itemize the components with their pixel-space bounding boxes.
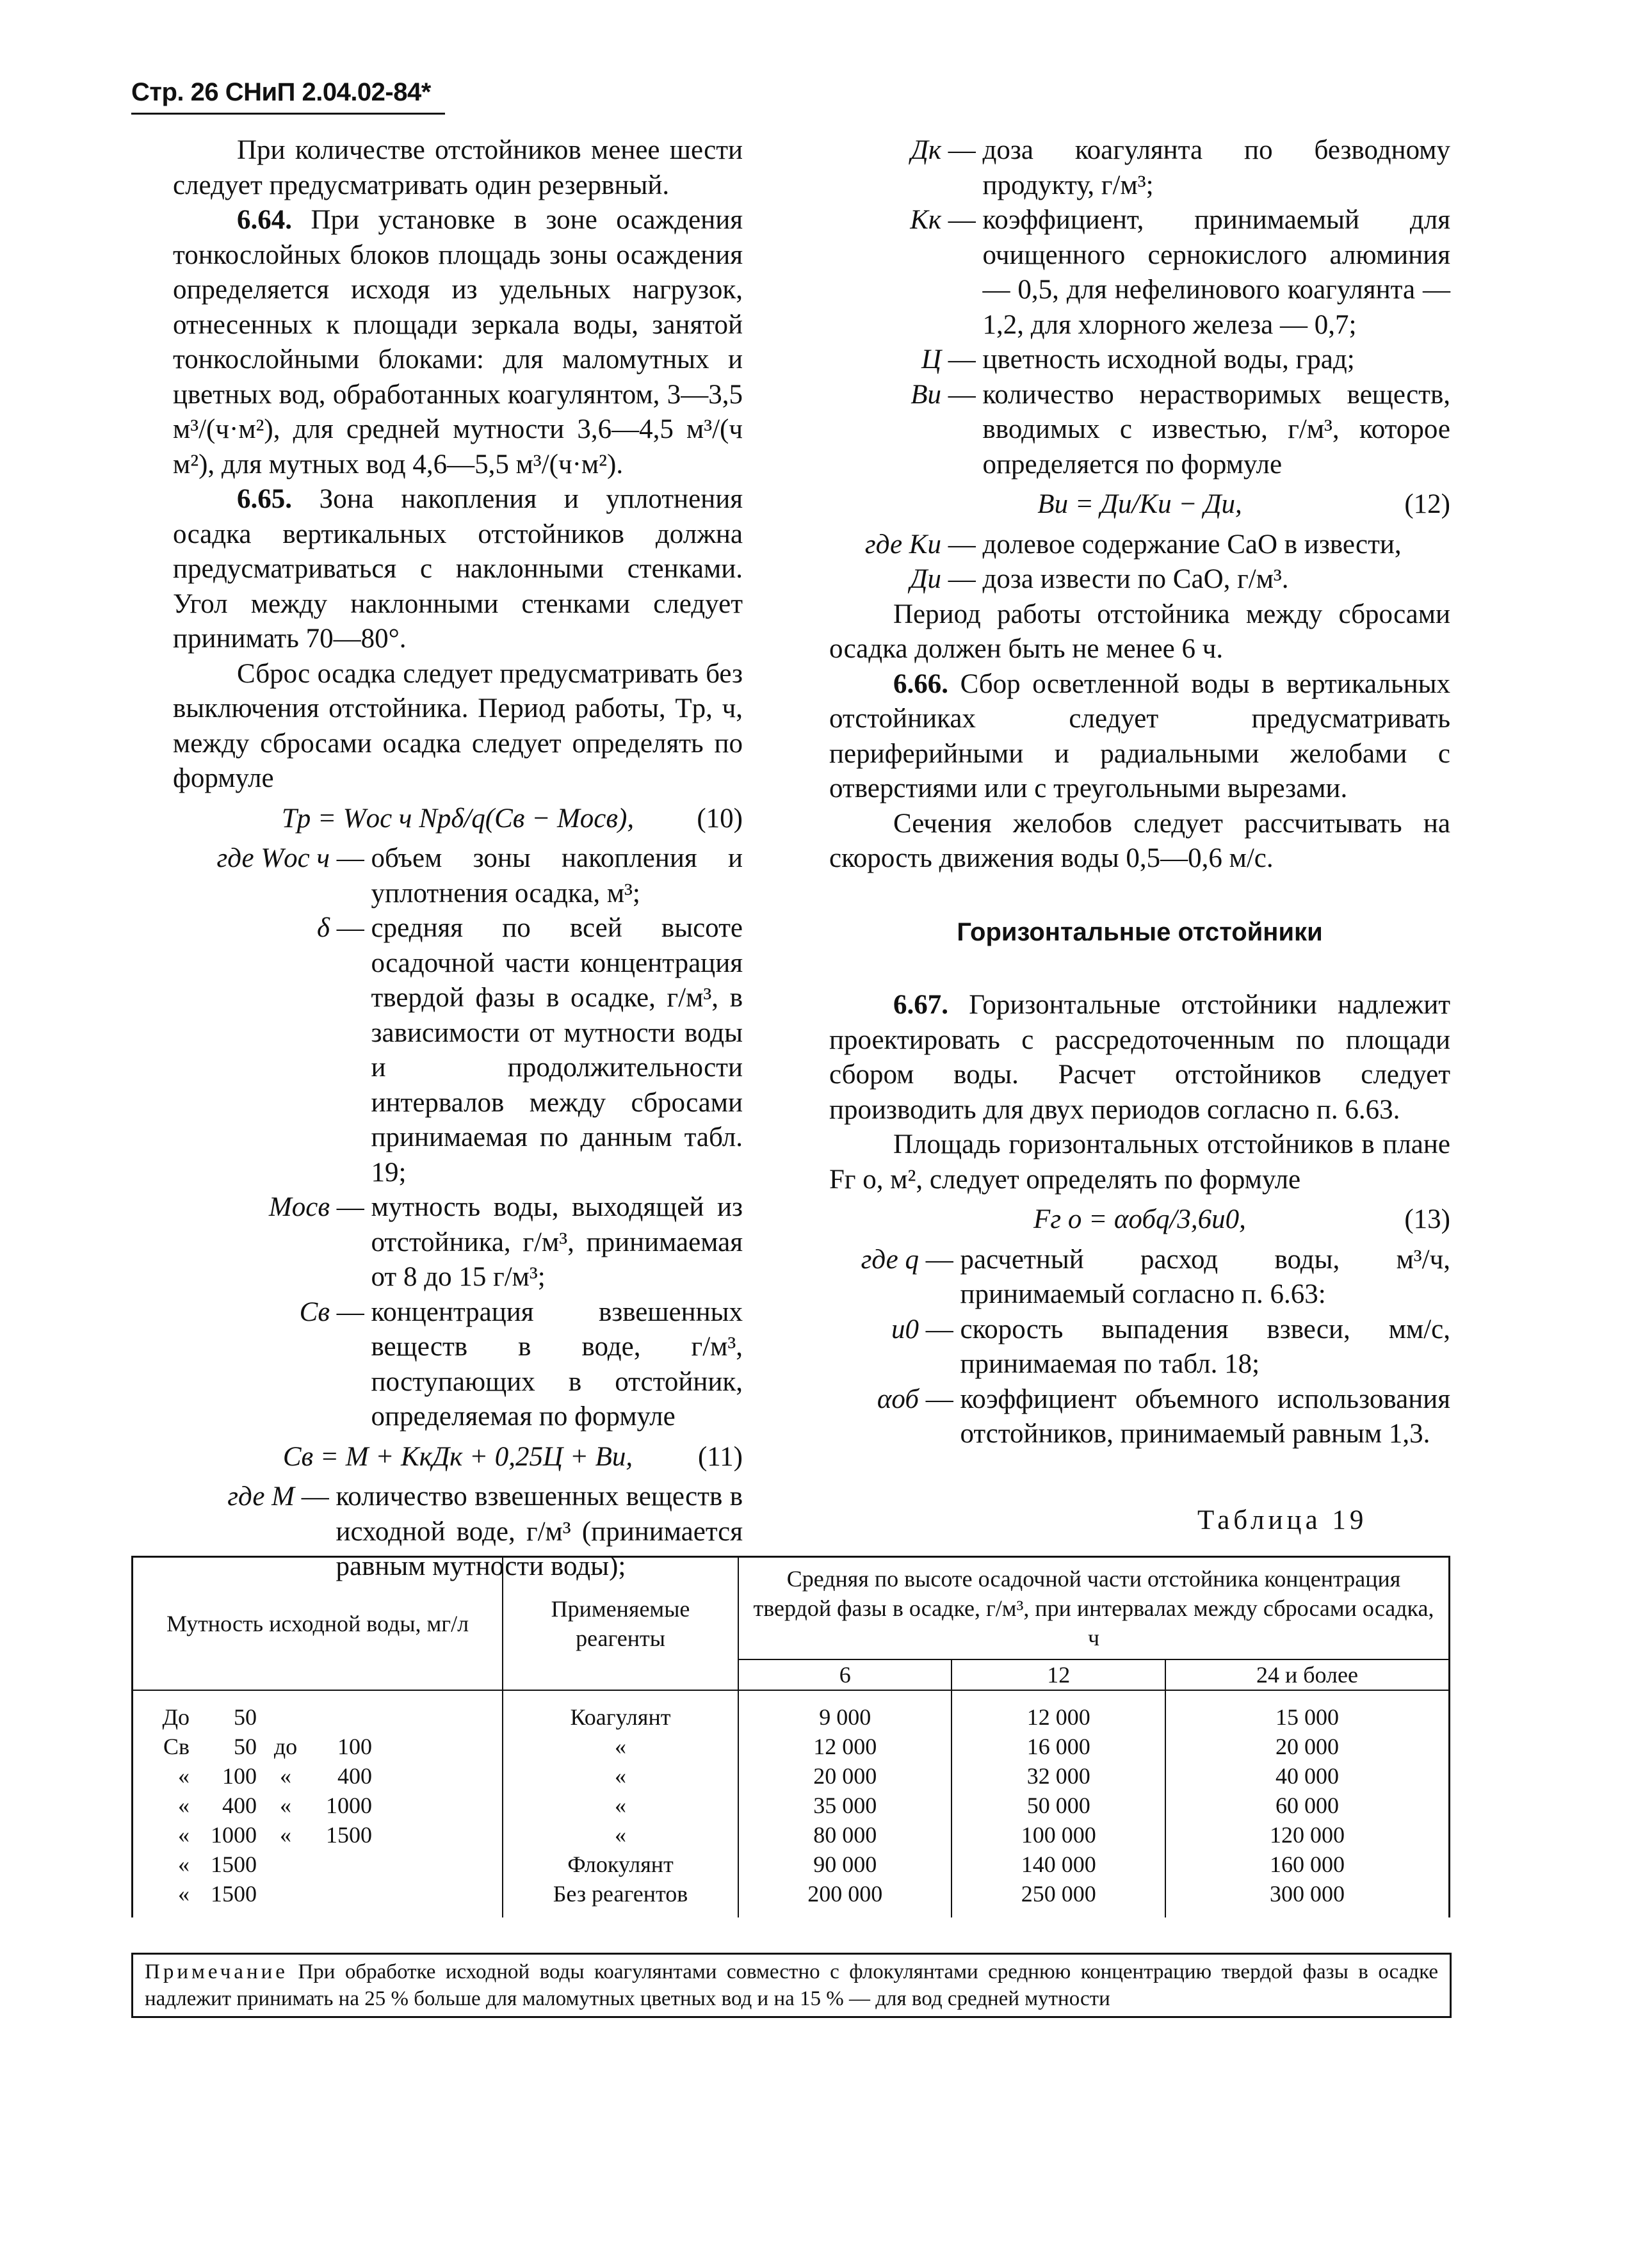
- dash: —: [941, 344, 983, 375]
- dash: —: [295, 1481, 336, 1512]
- cell-turbidity: [133, 1761, 503, 1791]
- definition-q: [829, 1243, 1450, 1312]
- paragraph-6-67: [829, 988, 1450, 1127]
- definition-w: [173, 841, 743, 911]
- header-24: 24 и более: [1165, 1659, 1450, 1690]
- cell-turbidity-to: 1000: [326, 1793, 372, 1818]
- definition-u0: [829, 1312, 1450, 1382]
- note-text: При обработке исходной воды коагулянтами совместно с флокулянтами среднюю концентрацию твердой фазы в осадке надлежит принимать на 25 % больше для маломутных цветных вод и на 15 % — для вод средней мутности: [145, 1960, 1438, 2010]
- cell-turbidity: [133, 1690, 503, 1732]
- formula-text: Tр = Wос ч Nрδ/q(Cв − Mосв),: [281, 803, 635, 834]
- cell-turbidity-from-word: Св: [163, 1734, 190, 1759]
- paragraph-sludge-discharge: Сброс осадка следует предусматривать без выключения отстойника. Период работы, Tр, ч, между сбросами осадка следует определять по формуле: [173, 658, 743, 793]
- definition-text: скорость выпадения взвеси, мм/с, принимаемая по табл. 18;: [960, 1314, 1450, 1379]
- table-caption: Таблица 19: [1197, 1505, 1368, 1535]
- cell-value-6: 9 000: [738, 1690, 952, 1732]
- definition-text: коэффициент, принимаемый для очищенного сернокислого алюминия — 0,5, для нефелинового коагулянта — 1,2, для хлорного железа — 0,7;: [982, 205, 1450, 340]
- cell-reagent: «: [503, 1732, 738, 1761]
- cell-turbidity-from: 1000: [211, 1822, 257, 1848]
- cell-value-24: 160 000: [1165, 1850, 1450, 1879]
- cell-value-24: 60 000: [1165, 1791, 1450, 1820]
- clause-number: 6.65.: [237, 484, 292, 514]
- cell-turbidity-from: 400: [222, 1793, 257, 1818]
- definition-symbol: Ц: [921, 344, 941, 375]
- formula-13: [829, 1202, 1450, 1238]
- dash: —: [919, 1314, 960, 1344]
- definition-text: количество взвешенных веществ в исходной воде, г/м³ (принимается равным мутности воды);: [336, 1481, 743, 1581]
- table-row: [133, 1690, 1450, 1732]
- definition-symbol: где q: [861, 1244, 919, 1275]
- definition-text: объем зоны накопления и уплотнения осадка, м³;: [371, 843, 743, 908]
- table-row: [133, 1761, 1450, 1791]
- definition-d-k: [829, 133, 1450, 203]
- clause-number: 6.66.: [893, 668, 948, 699]
- cell-value-6: 90 000: [738, 1850, 952, 1879]
- clause-text: Горизонтальные отстойники надлежит проектировать с рассредоточенным по площади сбором воды. Расчет отстойников следует производить для двух периодов согласно п. 6.63.: [829, 990, 1450, 1125]
- clause-text: Зона накопления и уплотнения осадка вертикальных отстойников должна предусматриваться с наклонными стенками. Угол между наклонными стенками следует принимать 70—80°.: [173, 484, 743, 654]
- definition-b-i: [829, 378, 1450, 483]
- cell-reagent: Коагулянт: [503, 1690, 738, 1732]
- definition-text: средняя по всей высоте осадочной части концентрация твердой фазы в осадке, г/м³, в зависимости от мутности воды и продолжительности интервалов между сбросами принимаемая по данным табл. 19;: [371, 913, 743, 1188]
- paragraph-6-64: [173, 203, 743, 482]
- formula-12: [829, 487, 1450, 522]
- definition-text: мутность воды, выходящей из отстойника, г/м³, принимаемая от 8 до 15 г/м³;: [371, 1192, 743, 1292]
- paragraph-6-66: [829, 667, 1450, 807]
- paragraph-gutters: Сечения желобов следует рассчитывать на скорость движения воды 0,5—0,6 м/с.: [829, 808, 1450, 873]
- formula-number: (12): [1404, 489, 1450, 519]
- cell-value-6: 20 000: [738, 1761, 952, 1791]
- cell-value-6: 80 000: [738, 1820, 952, 1850]
- cell-value-6: 200 000: [738, 1879, 952, 1917]
- definition-text: коэффициент объемного использования отстойников, принимаемый равным 1,3.: [960, 1384, 1450, 1449]
- cell-turbidity-to-word: до: [273, 1734, 298, 1759]
- table-note: [131, 1953, 1452, 2018]
- cell-value-12: 16 000: [952, 1732, 1165, 1761]
- definition-m-osv: [173, 1190, 743, 1295]
- cell-turbidity-to: 100: [337, 1734, 372, 1759]
- definition-symbol: Bи: [911, 379, 941, 410]
- definition-k-i: [829, 528, 1450, 563]
- formula-10: [173, 802, 743, 837]
- header-12: 12: [952, 1659, 1165, 1690]
- definition-c-v: [173, 1295, 743, 1435]
- header-6: 6: [738, 1659, 952, 1690]
- section-heading: Горизонтальные отстойники: [957, 917, 1323, 946]
- definition-symbol: где Kи: [864, 529, 941, 560]
- dash: —: [941, 135, 983, 165]
- clause-text: При установке в зоне осаждения тонкослойных блоков площадь зоны осаждения определяется исходя из удельных нагрузок, отнесенных к площади зеркала воды, занятой тонкослойными блоками: для маломутных и цветных вод, обработанных коагулянтом, 3—3,5 м³/(ч·м²), для средней мутности 3,6—4,5 м³/(ч м²), для мутных вод 4,6—5,5 м³/(ч·м²).: [173, 205, 743, 480]
- definition-symbol: Mосв: [268, 1192, 330, 1222]
- cell-turbidity-from-word: «: [178, 1852, 190, 1877]
- note-label: Примечание: [145, 1960, 288, 1983]
- table-19: [131, 1556, 1450, 1917]
- definition-symbol: где Wос ч: [216, 843, 330, 873]
- dash: —: [330, 1192, 371, 1222]
- formula-number: (13): [1404, 1204, 1450, 1234]
- cell-turbidity-to-word: «: [280, 1793, 291, 1818]
- dash: —: [941, 564, 983, 594]
- definition-text: долевое содержание СаО в извести,: [982, 529, 1402, 560]
- header-concentration: Средняя по высоте осадочной части отстойника концентрация твердой фазы в осадке, г/м³, при интервалах между сбросами осадка, ч: [738, 1557, 1450, 1660]
- definition-symbol: Дк: [911, 135, 941, 165]
- cell-turbidity: [133, 1791, 503, 1820]
- definition-text: доза извести по СаО, г/м³.: [982, 564, 1289, 594]
- formula-text: Fг о = αобq/3,6u0,: [1033, 1204, 1246, 1234]
- cell-turbidity: [133, 1850, 503, 1879]
- definition-d-i: [829, 562, 1450, 597]
- right-column: [829, 133, 1450, 1452]
- definition-symbol: δ: [317, 913, 330, 943]
- formula-11: [173, 1440, 743, 1475]
- paragraph-area: Площадь горизонтальных отстойников в плане Fг о, м², следует определять по формуле: [829, 1129, 1450, 1195]
- table-row: [133, 1879, 1450, 1917]
- cell-value-24: 40 000: [1165, 1761, 1450, 1791]
- cell-value-12: 140 000: [952, 1850, 1165, 1879]
- definition-symbol: u0: [891, 1314, 919, 1344]
- cell-turbidity-from: 100: [222, 1763, 257, 1789]
- definition-text: доза коагулянта по безводному продукту, г/м³;: [982, 135, 1450, 200]
- dash: —: [330, 913, 371, 943]
- left-column: [173, 133, 743, 1585]
- dash: —: [919, 1384, 960, 1414]
- formula-text: Cв = M + KкДк + 0,25Ц + Bи,: [282, 1441, 633, 1472]
- cell-reagent: Без реагентов: [503, 1879, 738, 1917]
- cell-turbidity-from-word: «: [178, 1793, 190, 1818]
- definition-symbol: Ди: [910, 564, 941, 594]
- cell-turbidity-to-word: «: [280, 1822, 291, 1848]
- cell-value-12: 12 000: [952, 1690, 1165, 1732]
- definition-symbol: Cв: [299, 1296, 330, 1327]
- header-rule: [131, 113, 445, 115]
- cell-value-6: 12 000: [738, 1732, 952, 1761]
- table-row: [133, 1791, 1450, 1820]
- dash: —: [919, 1244, 960, 1275]
- definition-delta: [173, 911, 743, 1190]
- cell-turbidity-from-word: До: [162, 1704, 190, 1730]
- table-body: [133, 1690, 1450, 1917]
- definition-text: расчетный расход воды, м³/ч, принимаемый согласно п. 6.63:: [960, 1244, 1450, 1309]
- definition-text: цветность исходной воды, град;: [982, 344, 1355, 375]
- header-turbidity: Мутность исходной воды, мг/л: [133, 1557, 503, 1691]
- cell-reagent: «: [503, 1820, 738, 1850]
- clause-number: 6.64.: [237, 205, 292, 235]
- cell-turbidity-from-word: «: [178, 1881, 190, 1907]
- cell-value-12: 50 000: [952, 1791, 1165, 1820]
- cell-turbidity-to: 400: [337, 1763, 372, 1789]
- definition-c: [829, 343, 1450, 378]
- dash: —: [941, 379, 983, 410]
- table-row: [133, 1732, 1450, 1761]
- formula-text: Bи = Ди/Kи − Ди,: [1037, 489, 1242, 519]
- cell-value-12: 100 000: [952, 1820, 1165, 1850]
- cell-reagent: Флокулянт: [503, 1850, 738, 1879]
- definition-symbol: Kк: [910, 205, 941, 235]
- cell-turbidity-to-word: «: [280, 1763, 291, 1789]
- definition-symbol: αоб: [877, 1384, 919, 1414]
- paragraph-6-65: [173, 482, 743, 657]
- cell-turbidity-from: 1500: [211, 1852, 257, 1877]
- cell-value-12: 32 000: [952, 1761, 1165, 1791]
- table-row: [133, 1850, 1450, 1879]
- cell-turbidity-from: 1500: [211, 1881, 257, 1907]
- cell-value-12: 250 000: [952, 1879, 1165, 1917]
- paragraph-reserve: При количестве отстойников менее шести следует предусматривать один резервный.: [173, 135, 743, 200]
- cell-turbidity: [133, 1732, 503, 1761]
- page-header: Стр. 26 СНиП 2.04.02-84*: [131, 78, 431, 106]
- cell-turbidity: [133, 1820, 503, 1850]
- header-reagents: Применяемые реагенты: [503, 1557, 738, 1691]
- cell-reagent: «: [503, 1791, 738, 1820]
- dash: —: [941, 529, 983, 560]
- cell-value-24: 120 000: [1165, 1820, 1450, 1850]
- cell-value-6: 35 000: [738, 1791, 952, 1820]
- cell-turbidity-from: 50: [234, 1734, 257, 1759]
- cell-value-24: 300 000: [1165, 1879, 1450, 1917]
- cell-value-24: 15 000: [1165, 1690, 1450, 1732]
- definition-text: концентрация взвешенных веществ в воде, г/м³, поступающих в отстойник, определяемая по формуле: [371, 1296, 743, 1432]
- cell-reagent: «: [503, 1761, 738, 1791]
- definition-alpha: [829, 1382, 1450, 1452]
- dash: —: [330, 843, 371, 873]
- definition-symbol: где M: [227, 1481, 295, 1512]
- table-row: [133, 1820, 1450, 1850]
- cell-turbidity-to: 1500: [326, 1822, 372, 1848]
- formula-number: (11): [697, 1441, 743, 1472]
- cell-turbidity-from-word: «: [178, 1822, 190, 1848]
- definition-text: количество нерастворимых веществ, вводимых с известью, г/м³, которое определяется по формуле: [982, 379, 1450, 480]
- clause-number: 6.67.: [893, 990, 948, 1020]
- dash: —: [941, 205, 983, 235]
- definition-k-k: [829, 203, 1450, 343]
- paragraph-period: Период работы отстойника между сбросами осадка должен быть не менее 6 ч.: [829, 599, 1450, 664]
- dash: —: [330, 1296, 371, 1327]
- formula-number: (10): [697, 803, 743, 834]
- cell-value-24: 20 000: [1165, 1732, 1450, 1761]
- cell-turbidity-from-word: «: [178, 1763, 190, 1789]
- cell-turbidity: [133, 1879, 503, 1917]
- clause-text: Сбор осветленной воды в вертикальных отстойниках следует предусматривать периферийными и радиальными желобами с отверстиями или с треугольными вырезами.: [829, 668, 1450, 803]
- cell-turbidity-from: 50: [234, 1704, 257, 1730]
